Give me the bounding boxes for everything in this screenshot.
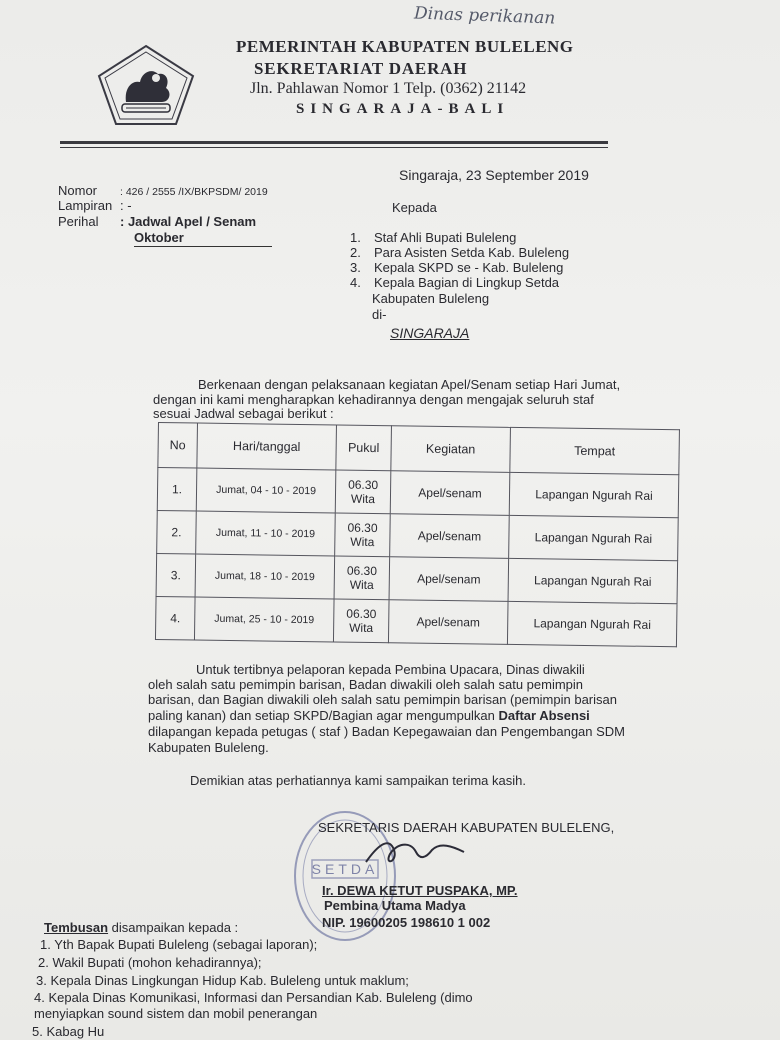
schedule-table <box>155 422 680 647</box>
col-header-no: No <box>158 423 198 469</box>
letterhead-city: SINGARAJA-BALI <box>296 101 510 117</box>
intro-line: Berkenaan dengan pelaksanaan kegiatan Apel/Senam setiap Hari Jumat, <box>198 377 621 392</box>
letterhead-divider <box>60 141 608 144</box>
di-label: di- <box>372 307 387 322</box>
col-header-time: Pukul <box>336 425 392 471</box>
tembusan-item: 2. Wakil Bupati (mohon kehadirannya); <box>38 955 262 970</box>
tembusan-item: 5. Kabag Hu <box>32 1024 105 1039</box>
letterhead-government: PEMERINTAH KABUPATEN BULELENG <box>236 37 574 56</box>
body-line: dilapangan kepada petugas ( staf ) Badan Kepegawaian dan Pengembangan SDM <box>148 724 626 739</box>
signatory-title: SEKRETARIS DAERAH KABUPATEN BULELENG, <box>318 820 615 835</box>
cell-no: 1. <box>157 468 197 512</box>
cell-place: Lapangan Ngurah Rai <box>508 558 678 603</box>
intro-line: sesuai Jadwal sebagai berikut : <box>153 406 334 421</box>
nomor-label: Nomor <box>58 183 98 198</box>
cell-place: Lapangan Ngurah Rai <box>509 515 679 560</box>
cell-day: Jumat, 25 - 10 - 2019 <box>194 597 334 642</box>
table-row <box>156 553 678 603</box>
col-header-place: Tempat <box>510 427 680 474</box>
cell-time: 06.30 Wita <box>333 599 389 643</box>
closing-line: Demikian atas perhatiannya kami sampaikan terima kasih. <box>190 773 526 788</box>
kepada-label: Kepada <box>392 200 437 215</box>
letterhead-office: SEKRETARIAT DAERAH <box>254 59 468 78</box>
table-row <box>157 468 679 518</box>
cell-activity: Apel/senam <box>388 600 508 645</box>
letterhead-address: Jln. Pahlawan Nomor 1 Telp. (0362) 21142 <box>250 80 527 97</box>
body-line: Kabupaten Buleleng. <box>148 740 269 755</box>
absensi-emphasis: Daftar Absensi <box>498 708 590 723</box>
table-row <box>155 596 677 646</box>
stamp-label: SETDA <box>311 861 379 877</box>
letter-date: Singaraja, 23 September 2019 <box>399 167 589 183</box>
recipient-item: 2. Para Asisten Setda Kab. Buleleng <box>350 245 570 260</box>
cell-day: Jumat, 11 - 10 - 2019 <box>196 511 336 556</box>
intro-line: dengan ini kami mengharapkan kehadirannya dengan mengajak seluruh staf <box>153 392 594 407</box>
body-line: Untuk tertibnya pelaporan kepada Pembina Upacara, Dinas diwakili <box>196 662 585 677</box>
cell-day: Jumat, 18 - 10 - 2019 <box>195 554 335 599</box>
cell-no: 2. <box>157 510 197 554</box>
signatory-name: Ir. DEWA KETUT PUSPAKA, MP. <box>322 883 518 898</box>
table-header-row <box>158 423 680 475</box>
signatory-rank: Pembina Utama Madya <box>324 898 466 913</box>
lampiran-label: Lampiran <box>58 198 113 213</box>
cell-activity: Apel/senam <box>390 514 510 559</box>
cell-activity: Apel/senam <box>389 557 509 602</box>
letterhead-divider-thin <box>60 147 608 148</box>
lampiran-value: : - <box>120 198 132 213</box>
signature-stroke-icon <box>360 832 470 872</box>
cell-day: Jumat, 04 - 10 - 2019 <box>196 468 336 513</box>
handwritten-note: Dinas perikanan <box>413 3 556 29</box>
tembusan-item: 4. Kepala Dinas Komunikasi, Informasi dan Persandian Kab. Buleleng (dimo <box>34 990 473 1005</box>
cell-time: 06.30 Wita <box>335 513 391 557</box>
nomor-value: : 426 / 2555 /IX/BKPSDM/ 2019 <box>120 186 268 198</box>
cell-no: 4. <box>155 596 195 640</box>
regency-emblem-icon <box>96 44 196 128</box>
col-header-activity: Kegiatan <box>391 426 511 473</box>
recipient-item: 1. Staf Ahli Bupati Buleleng <box>350 230 517 245</box>
recipient-item-cont: Kabupaten Buleleng <box>372 291 490 306</box>
body-line: paling kanan) dan setiap SKPD/Bagian agar mengumpulkan Daftar Absensi <box>148 708 590 723</box>
body-line: barisan, dan Bagian diwakili oleh salah satu pemimpin barisan (pemimpin barisan <box>148 692 617 707</box>
perihal-value-cont: Oktober <box>134 230 272 247</box>
table-row <box>157 510 679 560</box>
body-line: oleh salah satu pemimpin barisan, Badan diwakili oleh salah satu pemimpin <box>148 677 584 692</box>
cell-no: 3. <box>156 553 196 597</box>
tembusan-heading: Tembusan disampaikan kepada : <box>44 920 239 935</box>
perihal-value: : Jadwal Apel / Senam <box>120 214 257 229</box>
cell-activity: Apel/senam <box>390 471 510 516</box>
cell-time: 06.30 Wita <box>335 470 391 514</box>
perihal-label: Perihal <box>58 214 99 229</box>
col-header-day: Hari/tanggal <box>197 423 337 470</box>
cell-place: Lapangan Ngurah Rai <box>509 472 679 517</box>
cell-time: 06.30 Wita <box>334 556 390 600</box>
destination-city: SINGARAJA <box>390 325 470 341</box>
tembusan-item: menyiapkan sound sistem dan mobil penerangan <box>34 1006 318 1021</box>
tembusan-item: 3. Kepala Dinas Lingkungan Hidup Kab. Buleleng untuk maklum; <box>36 973 409 988</box>
recipient-item: 4. Kepala Bagian di Lingkup Setda <box>350 275 560 290</box>
cell-place: Lapangan Ngurah Rai <box>507 601 677 646</box>
signatory-nip: NIP. 19600205 198610 1 002 <box>322 915 491 930</box>
recipient-item: 3. Kepala SKPD se - Kab. Buleleng <box>350 260 564 275</box>
tembusan-item: 1. Yth Bapak Bupati Buleleng (sebagai laporan); <box>40 937 318 952</box>
